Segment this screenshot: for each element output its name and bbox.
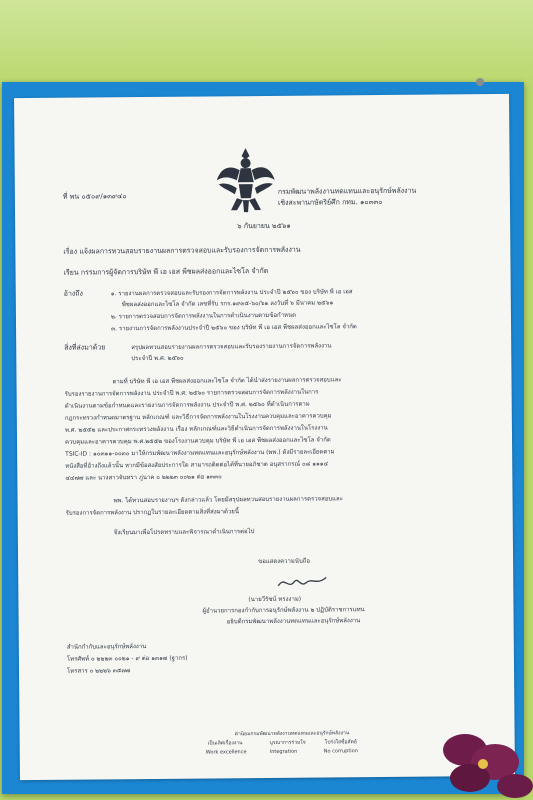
attachments-label: สิ่งที่ส่งมาด้วย	[64, 343, 106, 352]
value-english-3: No corruption	[323, 748, 358, 755]
body-paragraph-line: ดำเนินงานตามข้อกำหนดและรายงานการจัดการพลังงาน ประจำปี พ.ศ. ๒๕๖๐ ที่ดำเนินการตาม	[64, 400, 310, 410]
reference-label: อ้างถึง	[63, 289, 83, 298]
value-english-2: Integration	[269, 748, 298, 755]
pin-icon	[476, 78, 484, 86]
orchid-flower-icon	[425, 720, 533, 800]
office-fax: โทรสาร ๐ ๒๒๒๖ ๓๕๗๗	[67, 667, 131, 675]
letter-subject: เรื่อง แจ้งผลการทวนสอบรายงานผลการตรวจสอบและรับรองการจัดการพลังงาน	[63, 245, 301, 256]
body-paragraph-line: ควบคุมและอาคารควบคุม พ.ศ.๒๕๕๒ ของโรงงานควบคุม บริษัท พี เอ เอส พืชผลส่งออกและไซโล จำกัด	[65, 436, 331, 446]
reference-3: ๓. รายงานการจัดการพลังงานประจำปี ๒๕๖๐ ของ บริษัท พี เอ เอส พืชผลส่งออกและไซโล จำกัด	[111, 323, 357, 333]
value-thai-1: เป็นเลิศเรื่องงาน	[207, 740, 243, 747]
closing-request: จึงเรียนมาเพื่อโปรดทราบและพิจารณาดำเนินการต่อไป	[113, 528, 255, 537]
body-paragraph-line: หนังสือที่อ้างถึงแล้วนั้น หากมีข้อสงสัยประการใด สามารถติดต่อได้ที่นายอภิชาต อนุสรากรณ์ ๐๘ ๑๑๑๔	[65, 460, 329, 470]
footer-values-title: ค่านิยมกรมพัฒนาพลังงานทดแทนและอนุรักษ์พลังงาน	[234, 730, 350, 738]
office-phone: โทรศัพท์ ๐ ๒๒๒๓ ๐๐๒๑ - ๙ ต่อ ๑๓๑๗ (ฐากร)	[66, 654, 188, 663]
blue-notice-board	[2, 82, 524, 794]
closing-regards: ขอแสดงความนับถือ	[258, 557, 311, 566]
signature-icon	[276, 571, 328, 591]
body-paragraph-line: พพ. ได้ทวนสอบรายงานฯ ดังกล่าวแล้ว โดยมีสรุปผลทวนสอบรายงานผลการตรวจสอบและ	[113, 495, 343, 505]
attachment-line-1: สรุปผลทวนสอบรายงานผลการตรวจสอบและรับรองรายงานการจัดการพลังงาน	[131, 342, 332, 352]
signer-title-2: อธิบดีกรมพัฒนาพลังงานทดแทนและอนุรักษ์พลังงาน	[226, 617, 361, 626]
reference-1-line-1: ๑. รายงานผลการตรวจสอบและรับรองการจัดการพลังงาน ประจำปี ๒๕๖๐ ของ บริษัท พี เอ เอส	[110, 288, 353, 298]
body-paragraph-line: TSIC-ID : ๑๐๓๑๑-๐๐๓๐ มาให้กรมพัฒนาพลังงานทดแทนและอนุรักษ์พลังงาน (พพ.) ดังมีรายละเอียดตาม	[65, 448, 335, 458]
body-paragraph-line: พ.ศ. ๒๕๕๒ และประกาศกระทรวงพลังงาน เรื่อง หลักเกณฑ์และวิธีดำเนินการจัดการพลังงานในโรงงาน	[64, 424, 328, 434]
reference-1-line-2: พืชผลส่งออกและไซโล จำกัด เลขที่รับ รกร.๑๙๓๕-๖๐/๖๑ ลงวันที่ ๖ มีนาคม ๒๕๖๑	[121, 299, 334, 309]
body-paragraph-line: ตามที่ บริษัท พี เอ เอส พืชผลส่งออกและไซโล จำกัด ได้นำส่งรายงานผลการตรวจสอบและ	[112, 376, 342, 386]
body-paragraph-line: รับรองการจัดการพลังงาน ปรากฏในรายละเอียดตามสิ่งที่ส่งมาด้วยนี้	[65, 508, 239, 517]
document-number: ที่ พน ๐๕๐๙/๑๓๙๔๐	[62, 192, 127, 201]
attachment-line-2: ประจำปี พ.ศ. ๒๕๖๐	[131, 354, 184, 363]
garuda-emblem-icon	[214, 146, 277, 217]
value-thai-2: บูรณาการร่วมใจ	[269, 739, 306, 746]
signer-name: (นายวีรัชน์ ทรงงาม)	[248, 595, 302, 604]
body-paragraph-line: ๔๔๗๗ และ นางสาวจันทรา ภู่นาค ๐ ๒๒๒๓ ๐๐๒๑ ต่อ ๑๓๓๐	[65, 473, 222, 482]
reference-2: ๒. รายการตรวจสอบการจัดการพลังงานในการดำเนินงานตามข้อกำหนด	[110, 311, 297, 321]
value-english-1: Work excellence	[205, 749, 247, 756]
official-letter	[14, 94, 515, 780]
office-name: สำนักกำกับและอนุรักษ์พลังงาน	[66, 643, 147, 651]
issuer-line-2: เชิงสะพานกษัตริย์ศึก กทม. ๑๐๓๓๐	[277, 197, 383, 207]
wall-background	[0, 0, 533, 90]
signer-title-1: ผู้อำนวยการกองกำกับการอนุรักษ์พลังงาน ๒ ปฏิบัติราชการแทน	[202, 606, 365, 615]
body-paragraph-line: กฎกระทรวงกำหนดมาตรฐาน หลักเกณฑ์ และวิธีการจัดการพลังงานในโรงงานควบคุมและอาคารควบคุม	[64, 412, 332, 422]
letter-date: ๖ กันยายน ๒๕๖๑	[237, 221, 291, 231]
issuer-line-1: กรมพัฒนาพลังงานทดแทนและอนุรักษ์พลังงาน	[277, 186, 417, 196]
body-paragraph-line: รับรองรายงานการจัดการพลังงาน ประจำปี พ.ศ. ๒๕๖๐ รายการตรวจสอบการจัดการพลังงานในการ	[64, 388, 319, 398]
letter-recipient: เรียน กรรมการผู้จัดการบริษัท พี เอ เอส พืชผลส่งออกและไซโล จำกัด	[63, 266, 269, 277]
value-thai-3: โปร่งใสซื่อสัตย์	[324, 739, 357, 746]
